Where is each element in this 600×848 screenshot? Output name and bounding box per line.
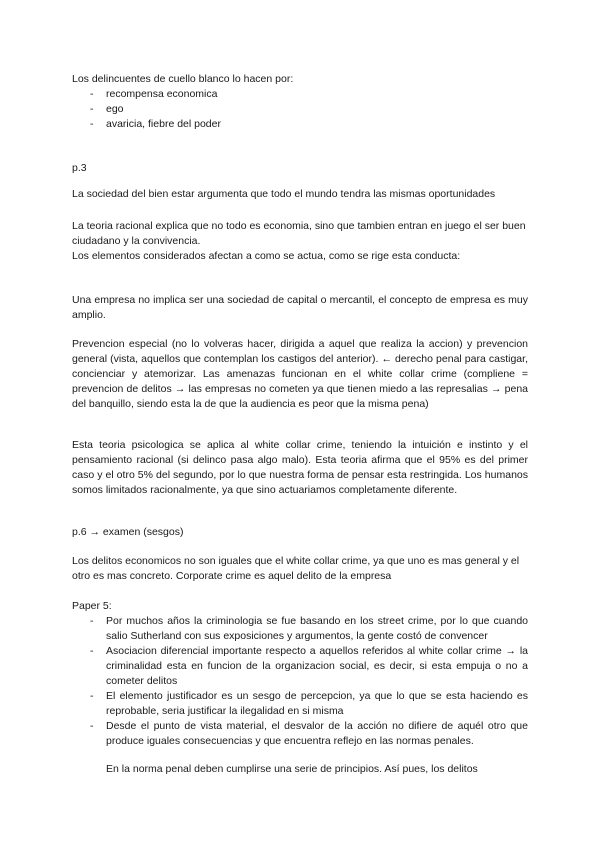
page-reference: p.3 bbox=[72, 162, 87, 174]
list-item: - Desde el punto de vista material, el desvalor de la acción no difiere de aquél otro que produce iguales consecuencias y que encuentra reflejo en las normas penales. bbox=[72, 719, 528, 749]
paragraph-psicologica: Esta teoria psicologica se aplica al white collar crime, teniendo la intuición e instinto y el pensamiento racional (si delinco pasa algo malo). Esta teoria afirma que el 95% es del primer caso y el otro 5% del segundo, por lo que nuestra forma de pensar esta restringida. Los humanos somos limitados racionalmente, ya que sino actuariamos completamente diferente. bbox=[72, 439, 528, 496]
paper-heading: Paper 5: bbox=[72, 600, 112, 612]
paper-continuation: En la norma penal deben cumplirse una serie de principios. Así pues, los delitos bbox=[106, 763, 478, 775]
list-item: - Por muchos años la criminologia se fue basando en los street crime, por lo que cuando salio Sutherland con sus exposiciones y argumentos, la gente costó de convencer bbox=[72, 614, 528, 644]
list-item: - Asociacion diferencial importante respecto a aquellos referidos al white collar crime → la criminalidad esta en funcion de la organizacion social, es decir, si esta empuja o no a cometer delitos bbox=[72, 644, 528, 689]
paragraph-delitos: Los delitos economicos no son iguales que el white collar crime, ya que uno es mas general y el otro es mas concreto. Corporate crime es aquel delito de la empresa bbox=[72, 555, 520, 582]
page-reference-examen: p.6 → examen (sesgos) bbox=[72, 526, 184, 538]
list-item: - recompensa economica bbox=[72, 87, 528, 102]
intro-list bbox=[72, 87, 528, 132]
intro-text: Los delincuentes de cuello blanco lo hacen por: bbox=[72, 73, 294, 85]
paper-list bbox=[72, 614, 528, 749]
paragraph-prevencion: Prevencion especial (no lo volveras hacer, dirigida a aquel que realiza la accion) y prevencion general (vista, aquellos que contemplan los castigos del anterior). ← derecho penal para castigar, concienciar y atemorizar. Las amenazas funcionan en el white collar crime (compliene = prevencion de delitos → las empresas no cometen ya que tienen miedo a las represalias → pena del banquillo, siendo esta la de que la audiencia es peor que la misma pena) bbox=[72, 338, 528, 410]
paragraph-elementos: Los elementos considerados afectan a como se actua, como se rige esta conducta: bbox=[72, 250, 461, 262]
list-item: - El elemento justificador es un sesgo de percepcion, ya que lo que se esta haciendo es reprobable, seria justificar la ilegalidad en si misma bbox=[72, 689, 528, 719]
list-item: - ego bbox=[72, 102, 528, 117]
paragraph-empresa: Una empresa no implica ser una sociedad de capital o mercantil, el concepto de empresa es muy amplio. bbox=[72, 294, 528, 321]
paragraph-teoria-racional: La teoria racional explica que no todo es economia, sino que tambien entran en juego el ser buen ciudadano y la convivencia. bbox=[72, 220, 526, 247]
paragraph-sociedad: La sociedad del bien estar argumenta que todo el mundo tendra las mismas oportunidades bbox=[72, 188, 496, 200]
list-item: - avaricia, fiebre del poder bbox=[72, 117, 528, 132]
